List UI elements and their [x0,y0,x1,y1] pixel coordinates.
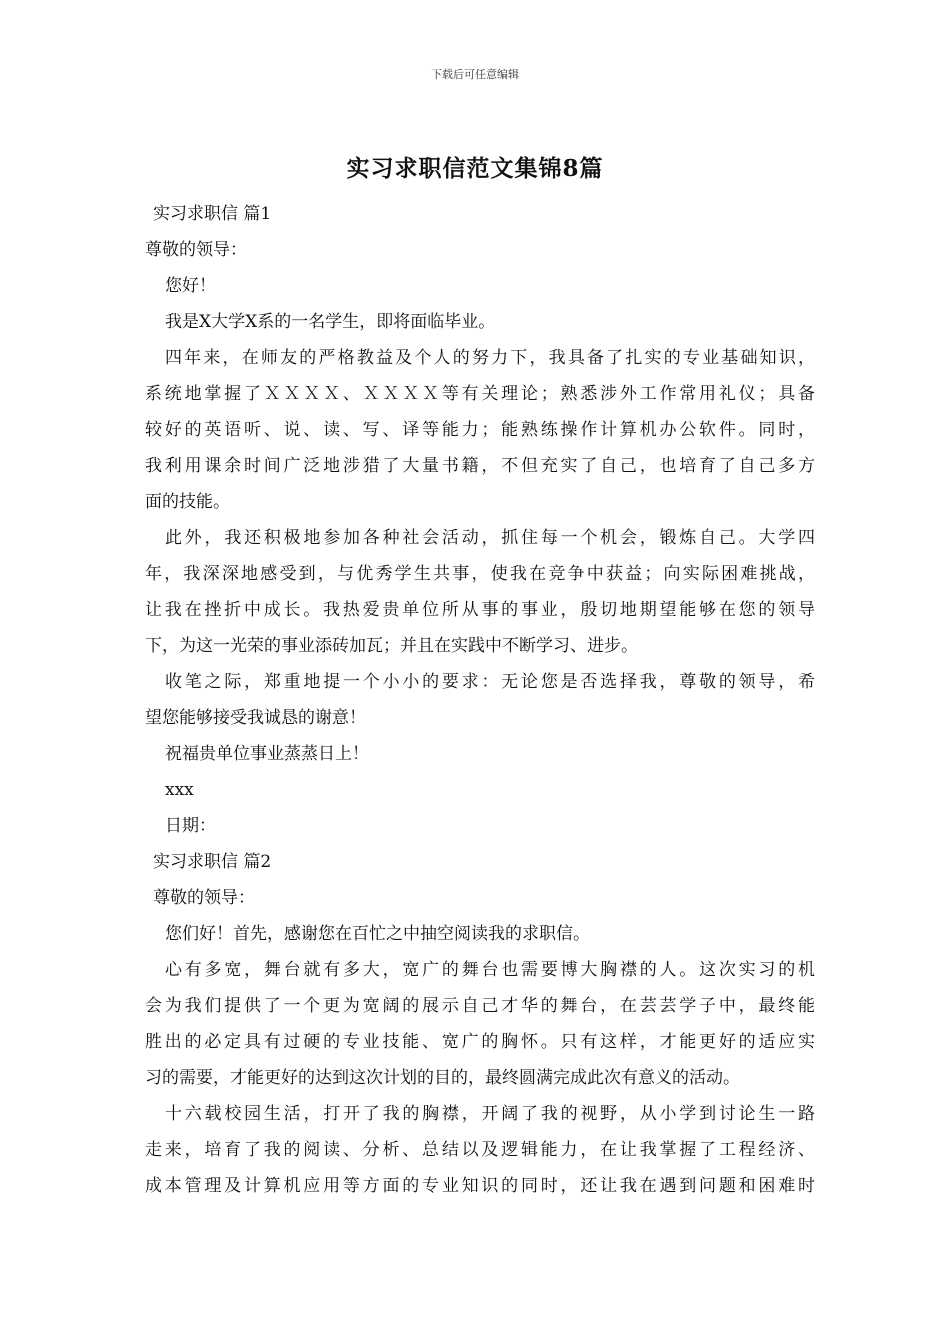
paragraph-line: 十六载校园生活，打开了我的胸襟，开阔了我的视野，从小学到讨论生一路 [165,1104,815,1124]
date-label: 日期： [165,816,216,836]
paragraph-line: 成本管理及计算机应用等方面的专业知识的同时，还让我在遇到问题和困难时 [145,1176,815,1196]
paragraph-line: 望您能够接受我诚恳的谢意！ [145,708,366,728]
salutation: 尊敬的领导： [153,888,255,908]
document-body [145,196,815,1204]
paragraph-line: 面的技能。 [145,492,230,512]
section-heading: 实习求职信 篇2 [153,852,272,872]
greeting: 您好！ [165,276,216,296]
paragraph-line: 习的需要，才能更好的达到这次计划的目的，最终圆满完成此次有意义的活动。 [145,1068,740,1088]
greeting: 您们好！首先，感谢您在百忙之中抽空阅读我的求职信。 [165,924,590,944]
signature: xxx [165,780,194,800]
paragraph-line: 收笔之际，郑重地提一个小小的要求：无论您是否选择我，尊敬的领导，希 [165,672,815,692]
paragraph-line: 胜出的必定具有过硬的专业技能、宽广的胸怀。只有这样，才能更好的适应实 [145,1032,815,1052]
paragraph-line: 我是X大学X系的一名学生，即将面临毕业。 [165,312,496,332]
salutation: 尊敬的领导： [145,240,247,260]
paragraph-line: 让我在挫折中成长。我热爱贵单位所从事的事业，殷切地期望能够在您的领导 [145,600,815,620]
paragraph-line: 心有多宽，舞台就有多大，宽广的舞台也需要博大胸襟的人。这次实习的机 [165,960,815,980]
paragraph-line: 系统地掌握了ＸＸＸＸ、ＸＸＸＸ等有关理论；熟悉涉外工作常用礼仪；具备 [145,384,815,404]
paragraph-line: 较好的英语听、说、读、写、译等能力；能熟练操作计算机办公软件。同时， [145,420,815,440]
paragraph-line: 四年来，在师友的严格教益及个人的努力下，我具备了扎实的专业基础知识， [165,348,815,368]
section-heading: 实习求职信 篇1 [153,204,272,224]
paragraph-line: 会为我们提供了一个更为宽阔的展示自己才华的舞台，在芸芸学子中，最终能 [145,996,815,1016]
paragraph-line: 此外，我还积极地参加各种社会活动，抓住每一个机会，锻炼自己。大学四 [165,528,815,548]
page-header-note: 下载后可任意编辑 [431,68,519,81]
paragraph-line: 年，我深深地感受到，与优秀学生共事，使我在竞争中获益；向实际困难挑战， [145,564,815,584]
paragraph-line: 下，为这一光荣的事业添砖加瓦；并且在实践中不断学习、进步。 [145,636,638,656]
document-title: 实习求职信范文集锦8篇 [346,155,604,182]
paragraph-line: 走来，培育了我的阅读、分析、总结以及逻辑能力，在让我掌握了工程经济、 [145,1140,815,1160]
paragraph-line: 我利用课余时间广泛地涉猎了大量书籍，不但充实了自己，也培育了自己多方 [145,456,815,476]
closing-wish: 祝福贵单位事业蒸蒸日上！ [165,744,369,764]
